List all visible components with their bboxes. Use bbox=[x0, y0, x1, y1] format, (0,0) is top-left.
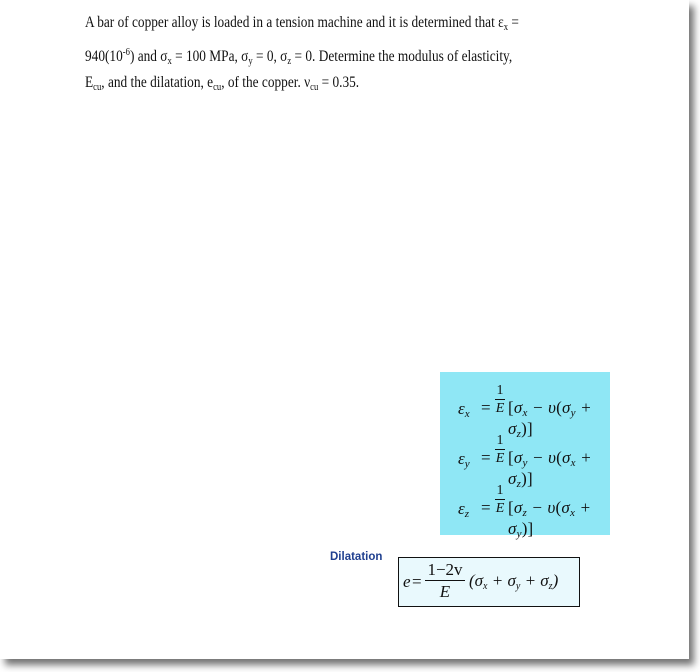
strain-equation-y: εy = 1 E [σy − υ(σx + σz)] bbox=[458, 433, 592, 490]
problem-statement bbox=[85, 8, 567, 98]
strain-equations-box bbox=[440, 372, 610, 540]
problem-line-3: $E_{cu}$, and the dilatation, $e_{cu}$, of the copper. $\nu_{cu} = 0.35$. bbox=[85, 74, 360, 93]
dilatation-fraction: 1−2v E bbox=[425, 560, 465, 601]
problem-line-1: A bar of copper alloy is loaded in a tension machine and it is determined that $\varepsilon_x$ = bbox=[85, 14, 519, 33]
dilatation-label: Dilatation bbox=[330, 551, 383, 563]
problem-line-2: $940(10^{-6})$ and $\sigma_x = 100$ MPa, $\sigma_y = 0$, $\sigma_z = 0$. Determine the modulus of elasticity, bbox=[85, 47, 513, 67]
dilatation-equation-box: e = 1−2v E (σx + σy + σz) bbox=[398, 557, 580, 607]
strain-equation-z: εz = 1 E [σz − υ(σx + σy)] bbox=[458, 483, 592, 540]
strain-equation-x: εx = 1 E [σx − υ(σy + σz)] bbox=[458, 383, 592, 440]
